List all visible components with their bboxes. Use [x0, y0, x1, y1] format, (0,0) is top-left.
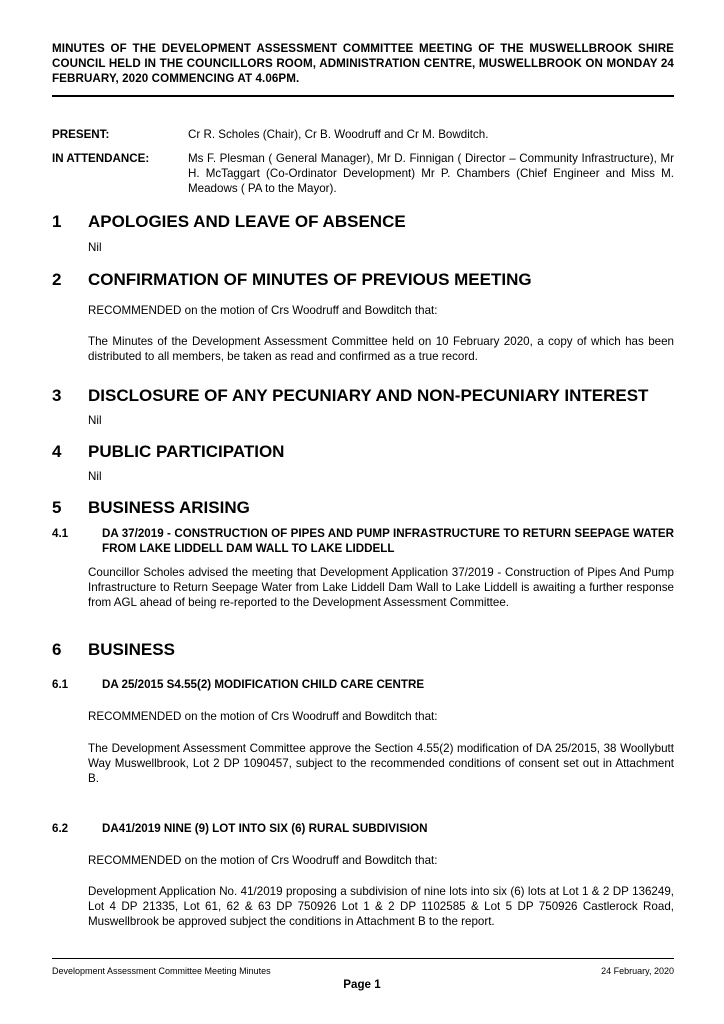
item-title: DA 37/2019 - CONSTRUCTION OF PIPES AND PUMP INFRASTRUCTURE TO RETURN SEEPAGE WATER FROM LAKE LIDDELL DAM WALL TO LAKE LIDDELL [102, 527, 674, 555]
section-title: APOLOGIES AND LEAVE OF ABSENCE [88, 212, 406, 231]
section-number: 1 [52, 212, 62, 231]
present-label: PRESENT: [52, 128, 110, 141]
item-6-2-motion: RECOMMENDED on the motion of Crs Woodruff and Bowditch that: [88, 854, 438, 867]
attendance-label: IN ATTENDANCE: [52, 152, 150, 165]
footer-rule [52, 958, 674, 959]
section-title: CONFIRMATION OF MINUTES OF PREVIOUS MEETING [88, 270, 532, 289]
item-number: 6.1 [52, 678, 69, 691]
section-number: 3 [52, 386, 62, 405]
section-title: DISCLOSURE OF ANY PECUNIARY AND NON-PECUNIARY INTEREST [88, 386, 649, 405]
section-title: BUSINESS ARISING [88, 498, 250, 517]
item-6-1-motion: RECOMMENDED on the motion of Crs Woodruff and Bowditch that: [88, 710, 438, 723]
item-6-2-body: Development Application No. 41/2019 proposing a subdivision of nine lots into six (6) lots at Lot 1 & 2 DP 136249, Lot 4 DP 21335, Lot 61, 62 & 63 DP 750926 Lot 1 & 2 DP 1102585 & Lot 5 DP 750926 Castlerock Road, Muswellbrook be approved subject the conditions in Attachment B to the report. [88, 885, 674, 928]
item-number: 4.1 [52, 527, 69, 540]
section-3-body: Nil [88, 414, 102, 427]
footer-left: Development Assessment Committee Meeting Minutes [52, 966, 271, 976]
section-number: 4 [52, 442, 62, 461]
section-4-body: Nil [88, 470, 102, 483]
section-title: BUSINESS [88, 640, 175, 659]
page-number: Page 1 [343, 978, 381, 991]
item-title: DA41/2019 NINE (9) LOT INTO SIX (6) RURAL SUBDIVISION [102, 822, 428, 835]
section-1-body: Nil [88, 241, 102, 254]
section-2-body: The Minutes of the Development Assessment Committee held on 10 February 2020, a copy of which has been distributed to all members, be taken as read and confirmed as a true record. [88, 335, 674, 363]
section-number: 6 [52, 640, 62, 659]
present-value: Cr R. Scholes (Chair), Cr B. Woodruff and Cr M. Bowditch. [188, 128, 489, 141]
item-4-1-body: Councillor Scholes advised the meeting that Development Application 37/2019 - Construction of Pipes And Pump Infrastructure to Return Seepage Water from Lake Liddell Dam Wall to Lake Liddell is awaiting a further response from AGL ahead of being re-reported to the Development Assessment Committee. [88, 566, 674, 609]
item-title: DA 25/2015 S4.55(2) MODIFICATION CHILD CARE CENTRE [102, 678, 425, 691]
item-number: 6.2 [52, 822, 69, 835]
attendance-value: Ms F. Plesman ( General Manager), Mr D. Finnigan ( Director – Community Infrastructure), Mr H. McTaggart (Co-Ordinator Development) Mr P. Chambers (Chief Engineer and Miss M. Meadows ( PA to the Mayor). [188, 152, 674, 195]
section-2-motion: RECOMMENDED on the motion of Crs Woodruff and Bowditch that: [88, 304, 438, 317]
section-title: PUBLIC PARTICIPATION [88, 442, 285, 461]
header-rule [52, 95, 674, 97]
footer-date: 24 February, 2020 [601, 966, 674, 976]
minutes-header: MINUTES OF THE DEVELOPMENT ASSESSMENT COMMITTEE MEETING OF THE MUSWELLBROOK SHIRE COUNCIL HELD IN THE COUNCILLORS ROOM, ADMINISTRATION CENTRE, MUSWELLBROOK ON MONDAY 24 FEBRUARY, 2020 COMMENCING AT 4.06PM. [52, 42, 674, 85]
section-number: 5 [52, 498, 62, 517]
section-number: 2 [52, 270, 62, 289]
item-6-1-body: The Development Assessment Committee approve the Section 4.55(2) modification of DA 25/2015, 38 Woollybutt Way Muswellbrook, Lot 2 DP 1090457, subject to the recommended conditions of consent set out in Attachment B. [88, 742, 674, 785]
